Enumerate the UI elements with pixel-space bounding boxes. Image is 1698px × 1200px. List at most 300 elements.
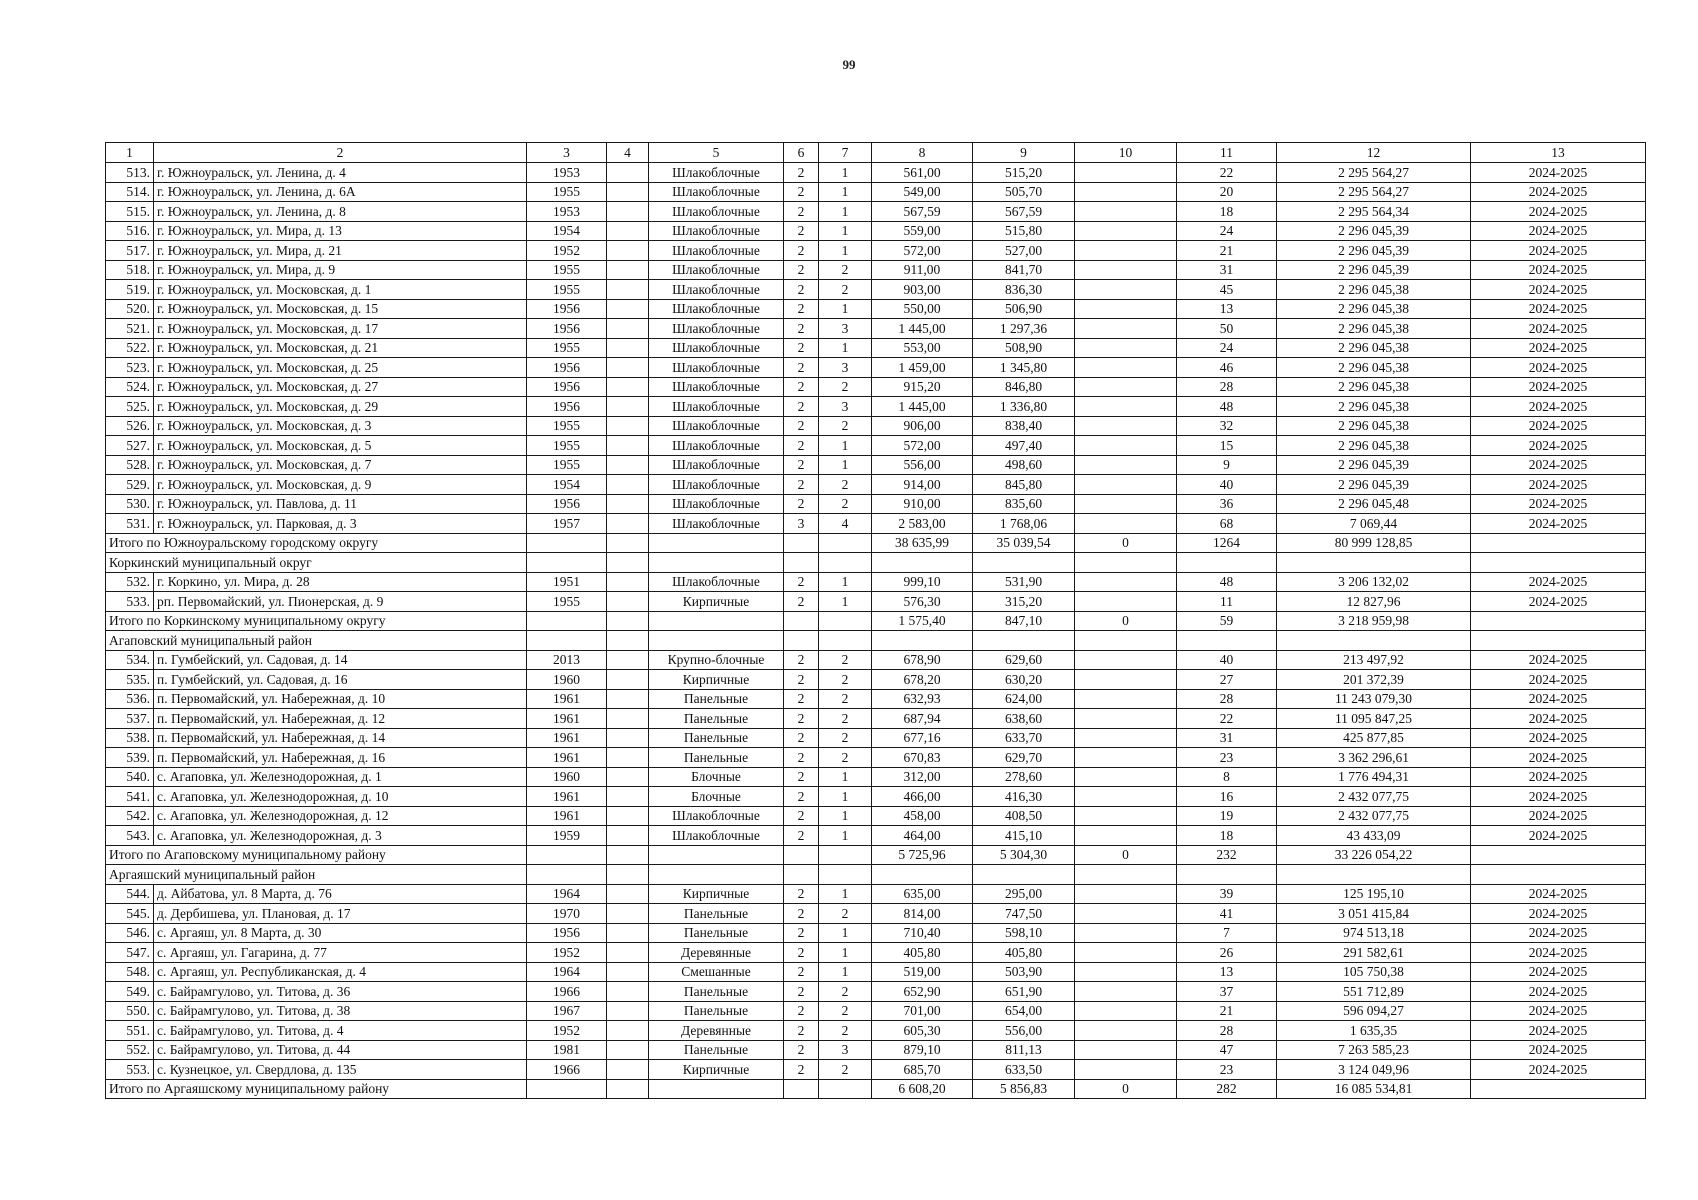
living-area-cell: 1 768,06 — [973, 514, 1075, 534]
residents-cell: 28 — [1177, 377, 1277, 397]
column-number-cell: 7 — [819, 143, 872, 163]
cost-cell: 1 635,35 — [1277, 1021, 1471, 1041]
empty-cell — [819, 845, 872, 865]
column-number-header-row — [106, 143, 1646, 163]
column-10-cell — [1075, 1060, 1177, 1080]
wall-material-cell: Деревянные — [649, 1021, 784, 1041]
row-number-cell: 523. — [106, 358, 154, 378]
total-area-cell: 879,10 — [872, 1040, 973, 1060]
year-cell: 1961 — [527, 806, 607, 826]
entrances-cell: 2 — [819, 904, 872, 924]
period-cell: 2024-2025 — [1471, 689, 1646, 709]
year-cell: 1952 — [527, 943, 607, 963]
period-cell: 2024-2025 — [1471, 1021, 1646, 1041]
cost-cell: 43 433,09 — [1277, 826, 1471, 846]
column-4-cell — [607, 260, 649, 280]
row-number-cell: 535. — [106, 670, 154, 690]
residents-cell: 36 — [1177, 494, 1277, 514]
column-4-cell — [607, 280, 649, 300]
column-number-cell: 5 — [649, 143, 784, 163]
entrances-cell: 1 — [819, 962, 872, 982]
floors-cell: 2 — [784, 319, 819, 339]
total-area-cell: 553,00 — [872, 338, 973, 358]
period-cell: 2024-2025 — [1471, 202, 1646, 222]
empty-cell — [784, 553, 819, 573]
empty-cell — [1471, 533, 1646, 553]
living-area-cell: 295,00 — [973, 884, 1075, 904]
entrances-cell: 2 — [819, 260, 872, 280]
entrances-cell: 1 — [819, 826, 872, 846]
residents-cell: 18 — [1177, 202, 1277, 222]
row-number-cell: 519. — [106, 280, 154, 300]
address-cell: с. Байрамгулово, ул. Титова, д. 44 — [154, 1040, 527, 1060]
year-cell: 1966 — [527, 1060, 607, 1080]
residents-cell: 15 — [1177, 436, 1277, 456]
cost-cell: 2 296 045,38 — [1277, 338, 1471, 358]
wall-material-cell: Панельные — [649, 748, 784, 768]
period-cell: 2024-2025 — [1471, 299, 1646, 319]
residents-cell: 59 — [1177, 611, 1277, 631]
cost-cell: 2 296 045,39 — [1277, 475, 1471, 495]
table-row — [106, 592, 1646, 612]
section-label: Коркинский муниципальный округ — [106, 553, 527, 573]
year-cell: 1954 — [527, 475, 607, 495]
cost-cell: 3 362 296,61 — [1277, 748, 1471, 768]
residents-cell: 31 — [1177, 728, 1277, 748]
total-area-cell: 464,00 — [872, 826, 973, 846]
living-area-cell: 845,80 — [973, 475, 1075, 495]
row-number-cell: 546. — [106, 923, 154, 943]
total-area-cell: 550,00 — [872, 299, 973, 319]
row-number-cell: 534. — [106, 650, 154, 670]
period-cell: 2024-2025 — [1471, 358, 1646, 378]
cost-cell: 7 263 585,23 — [1277, 1040, 1471, 1060]
floors-cell: 2 — [784, 1060, 819, 1080]
column-4-cell — [607, 377, 649, 397]
year-cell: 1961 — [527, 728, 607, 748]
column-4-cell — [607, 962, 649, 982]
empty-cell — [649, 533, 784, 553]
living-area-cell: 35 039,54 — [973, 533, 1075, 553]
year-cell: 1959 — [527, 826, 607, 846]
row-number-cell: 530. — [106, 494, 154, 514]
column-4-cell — [607, 767, 649, 787]
residents-cell: 24 — [1177, 221, 1277, 241]
total-area-cell: 1 445,00 — [872, 397, 973, 417]
living-area-cell: 315,20 — [973, 592, 1075, 612]
empty-cell — [1177, 553, 1277, 573]
empty-cell — [649, 845, 784, 865]
row-number-cell: 553. — [106, 1060, 154, 1080]
residents-cell: 9 — [1177, 455, 1277, 475]
entrances-cell: 2 — [819, 650, 872, 670]
empty-cell — [1177, 631, 1277, 651]
section-label: Агаповский муниципальный район — [106, 631, 527, 651]
column-10-cell — [1075, 884, 1177, 904]
column-4-cell — [607, 494, 649, 514]
column-10-cell — [1075, 221, 1177, 241]
table-row — [106, 163, 1646, 183]
row-number-cell: 549. — [106, 982, 154, 1002]
year-cell: 1967 — [527, 1001, 607, 1021]
year-cell: 1955 — [527, 416, 607, 436]
address-cell: г. Южноуральск, ул. Павлова, д. 11 — [154, 494, 527, 514]
total-area-cell: 572,00 — [872, 436, 973, 456]
total-area-cell: 687,94 — [872, 709, 973, 729]
table-row — [106, 416, 1646, 436]
cost-cell: 2 295 564,34 — [1277, 202, 1471, 222]
residents-cell: 21 — [1177, 241, 1277, 261]
column-10-cell — [1075, 475, 1177, 495]
address-cell: с. Кузнецкое, ул. Свердлова, д. 135 — [154, 1060, 527, 1080]
wall-material-cell: Панельные — [649, 689, 784, 709]
entrances-cell: 2 — [819, 689, 872, 709]
total-area-cell: 652,90 — [872, 982, 973, 1002]
column-number-cell: 13 — [1471, 143, 1646, 163]
empty-cell — [819, 1079, 872, 1099]
cost-cell: 974 513,18 — [1277, 923, 1471, 943]
wall-material-cell: Панельные — [649, 1040, 784, 1060]
address-cell: г. Южноуральск, ул. Парковая, д. 3 — [154, 514, 527, 534]
column-4-cell — [607, 1040, 649, 1060]
column-10-cell — [1075, 787, 1177, 807]
year-cell: 1970 — [527, 904, 607, 924]
year-cell: 1961 — [527, 709, 607, 729]
wall-material-cell: Шлакоблочные — [649, 416, 784, 436]
total-area-cell: 6 608,20 — [872, 1079, 973, 1099]
address-cell: с. Байрамгулово, ул. Титова, д. 36 — [154, 982, 527, 1002]
column-10-cell — [1075, 377, 1177, 397]
period-cell: 2024-2025 — [1471, 572, 1646, 592]
section-row — [106, 865, 1646, 885]
column-4-cell — [607, 182, 649, 202]
residents-cell: 31 — [1177, 260, 1277, 280]
living-area-cell: 846,80 — [973, 377, 1075, 397]
wall-material-cell: Шлакоблочные — [649, 260, 784, 280]
residents-cell: 48 — [1177, 397, 1277, 417]
empty-cell — [819, 611, 872, 631]
table-row — [106, 826, 1646, 846]
year-cell: 1956 — [527, 397, 607, 417]
column-10-cell — [1075, 670, 1177, 690]
column-10-cell — [1075, 319, 1177, 339]
period-cell: 2024-2025 — [1471, 319, 1646, 339]
column-4-cell — [607, 1001, 649, 1021]
subtotal-label: Итого по Южноуральскому городскому округу — [106, 533, 527, 553]
wall-material-cell: Шлакоблочные — [649, 299, 784, 319]
wall-material-cell: Шлакоблочные — [649, 377, 784, 397]
column-4-cell — [607, 1021, 649, 1041]
column-number-cell: 9 — [973, 143, 1075, 163]
cost-cell: 2 432 077,75 — [1277, 806, 1471, 826]
cost-cell: 3 218 959,98 — [1277, 611, 1471, 631]
entrances-cell: 4 — [819, 514, 872, 534]
residents-cell: 22 — [1177, 163, 1277, 183]
address-cell: г. Южноуральск, ул. Московская, д. 21 — [154, 338, 527, 358]
cost-cell: 213 497,92 — [1277, 650, 1471, 670]
entrances-cell: 1 — [819, 221, 872, 241]
period-cell: 2024-2025 — [1471, 982, 1646, 1002]
total-area-cell: 5 725,96 — [872, 845, 973, 865]
table-row — [106, 709, 1646, 729]
wall-material-cell: Шлакоблочные — [649, 280, 784, 300]
row-number-cell: 528. — [106, 455, 154, 475]
living-area-cell: 405,80 — [973, 943, 1075, 963]
floors-cell: 2 — [784, 358, 819, 378]
row-number-cell: 517. — [106, 241, 154, 261]
column-4-cell — [607, 904, 649, 924]
wall-material-cell: Шлакоблочные — [649, 397, 784, 417]
table-row — [106, 280, 1646, 300]
empty-cell — [607, 553, 649, 573]
living-area-cell: 811,13 — [973, 1040, 1075, 1060]
entrances-cell: 1 — [819, 767, 872, 787]
living-area-cell: 515,20 — [973, 163, 1075, 183]
column-4-cell — [607, 436, 649, 456]
address-cell: п. Первомайский, ул. Набережная, д. 12 — [154, 709, 527, 729]
table-row — [106, 299, 1646, 319]
cost-cell: 16 085 534,81 — [1277, 1079, 1471, 1099]
floors-cell: 2 — [784, 670, 819, 690]
period-cell: 2024-2025 — [1471, 943, 1646, 963]
residents-cell: 20 — [1177, 182, 1277, 202]
row-number-cell: 513. — [106, 163, 154, 183]
year-cell: 1960 — [527, 670, 607, 690]
address-cell: г. Южноуральск, ул. Московская, д. 3 — [154, 416, 527, 436]
wall-material-cell: Шлакоблочные — [649, 319, 784, 339]
floors-cell: 2 — [784, 689, 819, 709]
empty-cell — [819, 631, 872, 651]
cost-cell: 291 582,61 — [1277, 943, 1471, 963]
entrances-cell: 2 — [819, 728, 872, 748]
cost-cell: 105 750,38 — [1277, 962, 1471, 982]
entrances-cell: 3 — [819, 319, 872, 339]
total-area-cell: 567,59 — [872, 202, 973, 222]
year-cell: 1955 — [527, 436, 607, 456]
column-number-cell: 11 — [1177, 143, 1277, 163]
column-4-cell — [607, 650, 649, 670]
floors-cell: 2 — [784, 1001, 819, 1021]
entrances-cell: 3 — [819, 1040, 872, 1060]
total-area-cell: 312,00 — [872, 767, 973, 787]
floors-cell: 2 — [784, 163, 819, 183]
period-cell: 2024-2025 — [1471, 241, 1646, 261]
residents-cell: 282 — [1177, 1079, 1277, 1099]
column-10-cell — [1075, 397, 1177, 417]
residents-cell: 18 — [1177, 826, 1277, 846]
year-cell: 1956 — [527, 319, 607, 339]
year-cell: 1956 — [527, 358, 607, 378]
empty-cell — [527, 553, 607, 573]
column-4-cell — [607, 514, 649, 534]
column-4-cell — [607, 572, 649, 592]
wall-material-cell: Шлакоблочные — [649, 202, 784, 222]
period-cell: 2024-2025 — [1471, 787, 1646, 807]
year-cell: 1956 — [527, 923, 607, 943]
entrances-cell: 2 — [819, 475, 872, 495]
address-cell: с. Аргаяш, ул. Гагарина, д. 77 — [154, 943, 527, 963]
living-area-cell: 841,70 — [973, 260, 1075, 280]
wall-material-cell: Панельные — [649, 904, 784, 924]
row-number-cell: 515. — [106, 202, 154, 222]
entrances-cell: 1 — [819, 241, 872, 261]
empty-cell — [1075, 553, 1177, 573]
living-area-cell: 633,70 — [973, 728, 1075, 748]
column-10-cell — [1075, 436, 1177, 456]
column-4-cell — [607, 923, 649, 943]
wall-material-cell: Панельные — [649, 728, 784, 748]
address-cell: с. Аргаяш, ул. 8 Марта, д. 30 — [154, 923, 527, 943]
floors-cell: 2 — [784, 221, 819, 241]
wall-material-cell: Шлакоблочные — [649, 494, 784, 514]
living-area-cell: 654,00 — [973, 1001, 1075, 1021]
period-cell: 2024-2025 — [1471, 592, 1646, 612]
floors-cell: 2 — [784, 572, 819, 592]
entrances-cell: 1 — [819, 806, 872, 826]
total-area-cell: 1 459,00 — [872, 358, 973, 378]
empty-cell — [1277, 865, 1471, 885]
entrances-cell: 2 — [819, 982, 872, 1002]
wall-material-cell: Шлакоблочные — [649, 182, 784, 202]
year-cell: 1951 — [527, 572, 607, 592]
living-area-cell: 835,60 — [973, 494, 1075, 514]
entrances-cell: 2 — [819, 377, 872, 397]
table-row — [106, 182, 1646, 202]
total-area-cell: 466,00 — [872, 787, 973, 807]
period-cell: 2024-2025 — [1471, 280, 1646, 300]
empty-cell — [1177, 865, 1277, 885]
living-area-cell: 624,00 — [973, 689, 1075, 709]
empty-cell — [607, 865, 649, 885]
living-area-cell: 651,90 — [973, 982, 1075, 1002]
year-cell: 1961 — [527, 748, 607, 768]
empty-cell — [1471, 553, 1646, 573]
floors-cell: 2 — [784, 182, 819, 202]
floors-cell: 2 — [784, 650, 819, 670]
period-cell: 2024-2025 — [1471, 397, 1646, 417]
empty-cell — [649, 611, 784, 631]
period-cell: 2024-2025 — [1471, 475, 1646, 495]
period-cell: 2024-2025 — [1471, 1040, 1646, 1060]
column-10-cell — [1075, 1001, 1177, 1021]
total-area-cell: 576,30 — [872, 592, 973, 612]
row-number-cell: 531. — [106, 514, 154, 534]
table-row — [106, 397, 1646, 417]
year-cell: 1961 — [527, 787, 607, 807]
living-area-cell: 408,50 — [973, 806, 1075, 826]
column-10-cell — [1075, 962, 1177, 982]
living-area-cell: 598,10 — [973, 923, 1075, 943]
subtotal-row — [106, 1079, 1646, 1099]
column-10-cell — [1075, 514, 1177, 534]
living-area-cell: 629,60 — [973, 650, 1075, 670]
table-row — [106, 358, 1646, 378]
empty-cell — [1277, 553, 1471, 573]
row-number-cell: 527. — [106, 436, 154, 456]
empty-cell — [607, 845, 649, 865]
row-number-cell: 540. — [106, 767, 154, 787]
living-area-cell: 415,10 — [973, 826, 1075, 846]
entrances-cell: 1 — [819, 787, 872, 807]
row-number-cell: 525. — [106, 397, 154, 417]
empty-cell — [607, 1079, 649, 1099]
wall-material-cell: Шлакоблочные — [649, 514, 784, 534]
column-4-cell — [607, 787, 649, 807]
empty-cell — [1075, 631, 1177, 651]
table-row — [106, 338, 1646, 358]
total-area-cell: 605,30 — [872, 1021, 973, 1041]
floors-cell: 2 — [784, 787, 819, 807]
cost-cell: 2 296 045,39 — [1277, 260, 1471, 280]
table-row — [106, 806, 1646, 826]
cost-cell: 2 296 045,38 — [1277, 299, 1471, 319]
empty-cell — [784, 631, 819, 651]
empty-cell — [607, 631, 649, 651]
entrances-cell: 1 — [819, 455, 872, 475]
address-cell: г. Южноуральск, ул. Мира, д. 9 — [154, 260, 527, 280]
column-4-cell — [607, 221, 649, 241]
row-number-cell: 537. — [106, 709, 154, 729]
year-cell: 1960 — [527, 767, 607, 787]
period-cell: 2024-2025 — [1471, 338, 1646, 358]
residents-cell: 50 — [1177, 319, 1277, 339]
address-cell: г. Южноуральск, ул. Ленина, д. 8 — [154, 202, 527, 222]
period-cell: 2024-2025 — [1471, 377, 1646, 397]
total-area-cell: 556,00 — [872, 455, 973, 475]
floors-cell: 2 — [784, 494, 819, 514]
empty-cell — [973, 553, 1075, 573]
period-cell: 2024-2025 — [1471, 962, 1646, 982]
table-row — [106, 1001, 1646, 1021]
section-label: Аргаяшский муниципальный район — [106, 865, 527, 885]
empty-cell — [527, 1079, 607, 1099]
residents-cell: 13 — [1177, 962, 1277, 982]
living-area-cell: 515,80 — [973, 221, 1075, 241]
column-4-cell — [607, 358, 649, 378]
living-area-cell: 416,30 — [973, 787, 1075, 807]
floors-cell: 2 — [784, 748, 819, 768]
address-cell: г. Южноуральск, ул. Московская, д. 7 — [154, 455, 527, 475]
row-number-cell: 516. — [106, 221, 154, 241]
row-number-cell: 541. — [106, 787, 154, 807]
entrances-cell: 3 — [819, 397, 872, 417]
empty-cell — [649, 553, 784, 573]
column-10-cell — [1075, 904, 1177, 924]
cost-cell: 425 877,85 — [1277, 728, 1471, 748]
column-10-cell — [1075, 923, 1177, 943]
address-cell: д. Айбатова, ул. 8 Марта, д. 76 — [154, 884, 527, 904]
wall-material-cell: Крупно-блочные — [649, 650, 784, 670]
living-area-cell: 497,40 — [973, 436, 1075, 456]
column-4-cell — [607, 806, 649, 826]
section-row — [106, 553, 1646, 573]
cost-cell: 2 295 564,27 — [1277, 182, 1471, 202]
living-area-cell: 527,00 — [973, 241, 1075, 261]
column-10-cell: 0 — [1075, 611, 1177, 631]
living-area-cell: 633,50 — [973, 1060, 1075, 1080]
living-area-cell: 1 345,80 — [973, 358, 1075, 378]
address-cell: г. Южноуральск, ул. Московская, д. 27 — [154, 377, 527, 397]
period-cell: 2024-2025 — [1471, 436, 1646, 456]
living-area-cell: 503,90 — [973, 962, 1075, 982]
wall-material-cell: Шлакоблочные — [649, 475, 784, 495]
living-area-cell: 1 297,36 — [973, 319, 1075, 339]
cost-cell: 596 094,27 — [1277, 1001, 1471, 1021]
period-cell: 2024-2025 — [1471, 163, 1646, 183]
floors-cell: 2 — [784, 338, 819, 358]
row-number-cell: 552. — [106, 1040, 154, 1060]
cost-cell: 2 296 045,38 — [1277, 416, 1471, 436]
